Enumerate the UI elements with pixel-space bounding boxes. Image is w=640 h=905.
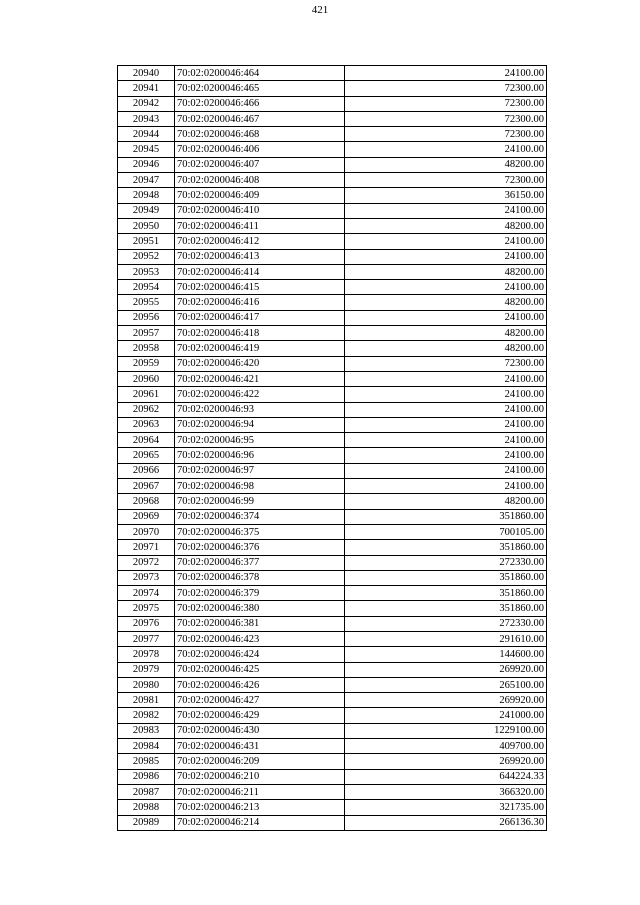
cadastral-number-cell: 70:02:0200046:423 bbox=[175, 631, 345, 646]
table-row bbox=[118, 188, 547, 203]
row-number-cell: 20970 bbox=[118, 524, 175, 539]
value-cell: 72300.00 bbox=[345, 96, 547, 111]
value-cell: 24100.00 bbox=[345, 463, 547, 478]
row-number-cell: 20966 bbox=[118, 463, 175, 478]
table-row bbox=[118, 494, 547, 509]
row-number-cell: 20941 bbox=[118, 81, 175, 96]
row-number-cell: 20975 bbox=[118, 601, 175, 616]
row-number-cell: 20945 bbox=[118, 142, 175, 157]
value-cell: 48200.00 bbox=[345, 341, 547, 356]
table-row bbox=[118, 739, 547, 754]
row-number-cell: 20976 bbox=[118, 616, 175, 631]
table-row bbox=[118, 81, 547, 96]
table-row bbox=[118, 601, 547, 616]
cadastral-number-cell: 70:02:0200046:466 bbox=[175, 96, 345, 111]
value-cell: 366320.00 bbox=[345, 784, 547, 799]
table-row bbox=[118, 479, 547, 494]
cadastral-number-cell: 70:02:0200046:415 bbox=[175, 280, 345, 295]
cadastral-number-cell: 70:02:0200046:417 bbox=[175, 310, 345, 325]
table-row bbox=[118, 157, 547, 172]
cadastral-number-cell: 70:02:0200046:213 bbox=[175, 800, 345, 815]
row-number-cell: 20955 bbox=[118, 295, 175, 310]
cadastral-number-cell: 70:02:0200046:414 bbox=[175, 264, 345, 279]
value-cell: 144600.00 bbox=[345, 647, 547, 662]
value-cell: 48200.00 bbox=[345, 494, 547, 509]
table-row bbox=[118, 371, 547, 386]
table-row bbox=[118, 295, 547, 310]
value-cell: 48200.00 bbox=[345, 157, 547, 172]
value-cell: 269920.00 bbox=[345, 662, 547, 677]
row-number-cell: 20952 bbox=[118, 249, 175, 264]
cadastral-number-cell: 70:02:0200046:465 bbox=[175, 81, 345, 96]
table-row bbox=[118, 662, 547, 677]
row-number-cell: 20977 bbox=[118, 631, 175, 646]
value-cell: 241000.00 bbox=[345, 708, 547, 723]
table-row bbox=[118, 509, 547, 524]
value-cell: 36150.00 bbox=[345, 188, 547, 203]
value-cell: 24100.00 bbox=[345, 280, 547, 295]
value-cell: 24100.00 bbox=[345, 448, 547, 463]
table-row bbox=[118, 800, 547, 815]
value-cell: 272330.00 bbox=[345, 555, 547, 570]
value-cell: 1229100.00 bbox=[345, 723, 547, 738]
row-number-cell: 20956 bbox=[118, 310, 175, 325]
table-row bbox=[118, 616, 547, 631]
row-number-cell: 20948 bbox=[118, 188, 175, 203]
row-number-cell: 20965 bbox=[118, 448, 175, 463]
value-cell: 351860.00 bbox=[345, 509, 547, 524]
row-number-cell: 20974 bbox=[118, 586, 175, 601]
value-cell: 48200.00 bbox=[345, 264, 547, 279]
row-number-cell: 20981 bbox=[118, 693, 175, 708]
row-number-cell: 20957 bbox=[118, 326, 175, 341]
table-row bbox=[118, 677, 547, 692]
cadastral-number-cell: 70:02:0200046:211 bbox=[175, 784, 345, 799]
row-number-cell: 20968 bbox=[118, 494, 175, 509]
value-cell: 72300.00 bbox=[345, 81, 547, 96]
row-number-cell: 20978 bbox=[118, 647, 175, 662]
value-cell: 24100.00 bbox=[345, 310, 547, 325]
table-row bbox=[118, 723, 547, 738]
row-number-cell: 20983 bbox=[118, 723, 175, 738]
cadastral-number-cell: 70:02:0200046:425 bbox=[175, 662, 345, 677]
cadastral-number-cell: 70:02:0200046:464 bbox=[175, 66, 345, 81]
cadastral-number-cell: 70:02:0200046:377 bbox=[175, 555, 345, 570]
table-row bbox=[118, 218, 547, 233]
row-number-cell: 20985 bbox=[118, 754, 175, 769]
table-row bbox=[118, 555, 547, 570]
cadastral-number-cell: 70:02:0200046:376 bbox=[175, 540, 345, 555]
table-row bbox=[118, 570, 547, 585]
registry-table bbox=[117, 65, 547, 831]
row-number-cell: 20979 bbox=[118, 662, 175, 677]
row-number-cell: 20971 bbox=[118, 540, 175, 555]
value-cell: 700105.00 bbox=[345, 524, 547, 539]
cadastral-number-cell: 70:02:0200046:408 bbox=[175, 173, 345, 188]
cadastral-number-cell: 70:02:0200046:429 bbox=[175, 708, 345, 723]
table-row bbox=[118, 647, 547, 662]
value-cell: 24100.00 bbox=[345, 479, 547, 494]
table-row bbox=[118, 754, 547, 769]
value-cell: 644224.33 bbox=[345, 769, 547, 784]
value-cell: 72300.00 bbox=[345, 173, 547, 188]
row-number-cell: 20958 bbox=[118, 341, 175, 356]
cadastral-number-cell: 70:02:0200046:96 bbox=[175, 448, 345, 463]
cadastral-number-cell: 70:02:0200046:421 bbox=[175, 371, 345, 386]
value-cell: 269920.00 bbox=[345, 693, 547, 708]
value-cell: 351860.00 bbox=[345, 570, 547, 585]
cadastral-number-cell: 70:02:0200046:209 bbox=[175, 754, 345, 769]
row-number-cell: 20972 bbox=[118, 555, 175, 570]
cadastral-number-cell: 70:02:0200046:381 bbox=[175, 616, 345, 631]
cadastral-number-cell: 70:02:0200046:97 bbox=[175, 463, 345, 478]
value-cell: 72300.00 bbox=[345, 127, 547, 142]
value-cell: 48200.00 bbox=[345, 218, 547, 233]
cadastral-number-cell: 70:02:0200046:380 bbox=[175, 601, 345, 616]
row-number-cell: 20967 bbox=[118, 479, 175, 494]
value-cell: 24100.00 bbox=[345, 371, 547, 386]
cadastral-number-cell: 70:02:0200046:422 bbox=[175, 387, 345, 402]
cadastral-number-cell: 70:02:0200046:409 bbox=[175, 188, 345, 203]
value-cell: 24100.00 bbox=[345, 66, 547, 81]
row-number-cell: 20942 bbox=[118, 96, 175, 111]
row-number-cell: 20953 bbox=[118, 264, 175, 279]
cadastral-number-cell: 70:02:0200046:94 bbox=[175, 417, 345, 432]
value-cell: 24100.00 bbox=[345, 249, 547, 264]
row-number-cell: 20962 bbox=[118, 402, 175, 417]
row-number-cell: 20963 bbox=[118, 417, 175, 432]
value-cell: 48200.00 bbox=[345, 295, 547, 310]
table-row bbox=[118, 524, 547, 539]
table-row bbox=[118, 341, 547, 356]
cadastral-number-cell: 70:02:0200046:431 bbox=[175, 739, 345, 754]
cadastral-number-cell: 70:02:0200046:416 bbox=[175, 295, 345, 310]
row-number-cell: 20946 bbox=[118, 157, 175, 172]
row-number-cell: 20989 bbox=[118, 815, 175, 830]
table-row bbox=[118, 280, 547, 295]
table-row bbox=[118, 708, 547, 723]
table-row bbox=[118, 433, 547, 448]
cadastral-number-cell: 70:02:0200046:95 bbox=[175, 433, 345, 448]
cadastral-number-cell: 70:02:0200046:420 bbox=[175, 356, 345, 371]
value-cell: 24100.00 bbox=[345, 142, 547, 157]
cadastral-number-cell: 70:02:0200046:427 bbox=[175, 693, 345, 708]
cadastral-number-cell: 70:02:0200046:413 bbox=[175, 249, 345, 264]
table-row bbox=[118, 264, 547, 279]
table-row bbox=[118, 111, 547, 126]
value-cell: 24100.00 bbox=[345, 203, 547, 218]
row-number-cell: 20951 bbox=[118, 234, 175, 249]
table-row bbox=[118, 127, 547, 142]
row-number-cell: 20940 bbox=[118, 66, 175, 81]
value-cell: 321735.00 bbox=[345, 800, 547, 815]
table-row bbox=[118, 540, 547, 555]
cadastral-number-cell: 70:02:0200046:378 bbox=[175, 570, 345, 585]
row-number-cell: 20960 bbox=[118, 371, 175, 386]
cadastral-number-cell: 70:02:0200046:93 bbox=[175, 402, 345, 417]
value-cell: 265100.00 bbox=[345, 677, 547, 692]
cadastral-number-cell: 70:02:0200046:430 bbox=[175, 723, 345, 738]
cadastral-number-cell: 70:02:0200046:410 bbox=[175, 203, 345, 218]
table-row bbox=[118, 326, 547, 341]
table-row bbox=[118, 356, 547, 371]
value-cell: 409700.00 bbox=[345, 739, 547, 754]
value-cell: 269920.00 bbox=[345, 754, 547, 769]
row-number-cell: 20964 bbox=[118, 433, 175, 448]
table-row bbox=[118, 96, 547, 111]
cadastral-number-cell: 70:02:0200046:412 bbox=[175, 234, 345, 249]
table-row bbox=[118, 769, 547, 784]
row-number-cell: 20950 bbox=[118, 218, 175, 233]
cadastral-number-cell: 70:02:0200046:418 bbox=[175, 326, 345, 341]
table-row bbox=[118, 142, 547, 157]
cadastral-number-cell: 70:02:0200046:98 bbox=[175, 479, 345, 494]
row-number-cell: 20949 bbox=[118, 203, 175, 218]
cadastral-number-cell: 70:02:0200046:424 bbox=[175, 647, 345, 662]
value-cell: 72300.00 bbox=[345, 111, 547, 126]
value-cell: 24100.00 bbox=[345, 234, 547, 249]
cadastral-number-cell: 70:02:0200046:210 bbox=[175, 769, 345, 784]
cadastral-number-cell: 70:02:0200046:379 bbox=[175, 586, 345, 601]
row-number-cell: 20944 bbox=[118, 127, 175, 142]
table-row bbox=[118, 693, 547, 708]
table-row bbox=[118, 234, 547, 249]
row-number-cell: 20959 bbox=[118, 356, 175, 371]
row-number-cell: 20987 bbox=[118, 784, 175, 799]
value-cell: 24100.00 bbox=[345, 417, 547, 432]
value-cell: 24100.00 bbox=[345, 433, 547, 448]
cadastral-number-cell: 70:02:0200046:375 bbox=[175, 524, 345, 539]
table-row bbox=[118, 66, 547, 81]
value-cell: 291610.00 bbox=[345, 631, 547, 646]
table-row bbox=[118, 586, 547, 601]
value-cell: 48200.00 bbox=[345, 326, 547, 341]
page-number: 421 bbox=[311, 4, 329, 16]
row-number-cell: 20982 bbox=[118, 708, 175, 723]
value-cell: 351860.00 bbox=[345, 586, 547, 601]
cadastral-number-cell: 70:02:0200046:467 bbox=[175, 111, 345, 126]
table-row bbox=[118, 784, 547, 799]
cadastral-number-cell: 70:02:0200046:407 bbox=[175, 157, 345, 172]
table-row bbox=[118, 631, 547, 646]
value-cell: 24100.00 bbox=[345, 402, 547, 417]
table-row bbox=[118, 203, 547, 218]
value-cell: 351860.00 bbox=[345, 601, 547, 616]
value-cell: 272330.00 bbox=[345, 616, 547, 631]
table-row bbox=[118, 463, 547, 478]
table-row bbox=[118, 417, 547, 432]
cadastral-number-cell: 70:02:0200046:468 bbox=[175, 127, 345, 142]
row-number-cell: 20947 bbox=[118, 173, 175, 188]
table-row bbox=[118, 310, 547, 325]
table-row bbox=[118, 815, 547, 830]
row-number-cell: 20969 bbox=[118, 509, 175, 524]
value-cell: 72300.00 bbox=[345, 356, 547, 371]
cadastral-number-cell: 70:02:0200046:99 bbox=[175, 494, 345, 509]
registry-table-body bbox=[118, 66, 547, 831]
row-number-cell: 20988 bbox=[118, 800, 175, 815]
table-row bbox=[118, 448, 547, 463]
row-number-cell: 20980 bbox=[118, 677, 175, 692]
row-number-cell: 20943 bbox=[118, 111, 175, 126]
cadastral-number-cell: 70:02:0200046:419 bbox=[175, 341, 345, 356]
cadastral-number-cell: 70:02:0200046:374 bbox=[175, 509, 345, 524]
table-row bbox=[118, 402, 547, 417]
row-number-cell: 20986 bbox=[118, 769, 175, 784]
value-cell: 351860.00 bbox=[345, 540, 547, 555]
row-number-cell: 20954 bbox=[118, 280, 175, 295]
row-number-cell: 20973 bbox=[118, 570, 175, 585]
value-cell: 266136.30 bbox=[345, 815, 547, 830]
table-row bbox=[118, 173, 547, 188]
table-row bbox=[118, 249, 547, 264]
cadastral-number-cell: 70:02:0200046:411 bbox=[175, 218, 345, 233]
value-cell: 24100.00 bbox=[345, 387, 547, 402]
cadastral-number-cell: 70:02:0200046:214 bbox=[175, 815, 345, 830]
row-number-cell: 20984 bbox=[118, 739, 175, 754]
table-row bbox=[118, 387, 547, 402]
cadastral-number-cell: 70:02:0200046:426 bbox=[175, 677, 345, 692]
row-number-cell: 20961 bbox=[118, 387, 175, 402]
cadastral-number-cell: 70:02:0200046:406 bbox=[175, 142, 345, 157]
